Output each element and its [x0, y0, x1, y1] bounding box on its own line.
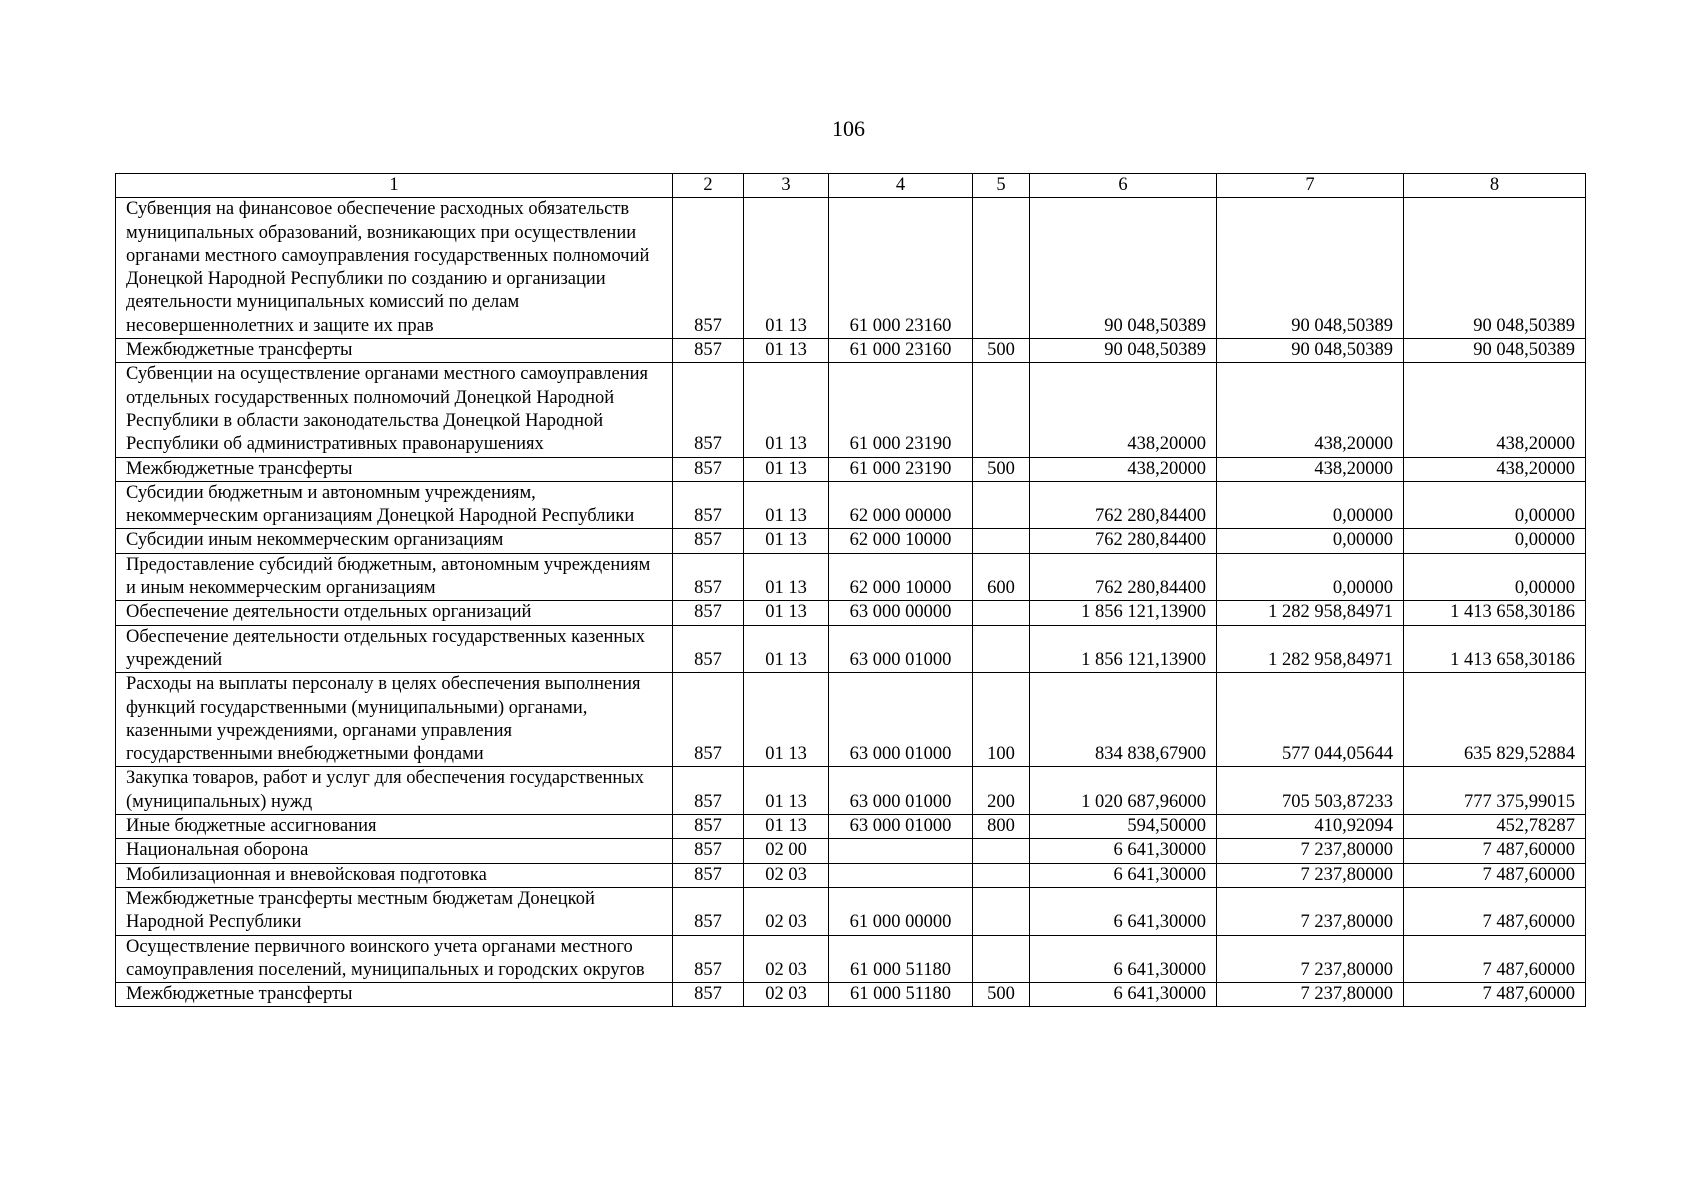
amount-col-6: 1 856 121,13900: [1030, 601, 1217, 625]
section-code: 01 13: [744, 481, 829, 529]
section-code: 01 13: [744, 767, 829, 815]
expense-kind-code: [973, 601, 1030, 625]
expense-kind-code: [973, 625, 1030, 673]
amount-col-7: 0,00000: [1217, 481, 1404, 529]
section-code: 02 00: [744, 839, 829, 863]
ministry-code: 857: [673, 529, 744, 553]
section-code: 01 13: [744, 553, 829, 601]
amount-col-8: 7 487,60000: [1404, 887, 1586, 935]
ministry-code: 857: [673, 935, 744, 983]
target-article-code: 63 000 01000: [829, 767, 973, 815]
section-code: 02 03: [744, 983, 829, 1007]
table-row: [116, 815, 1586, 839]
amount-col-7: 90 048,50389: [1217, 339, 1404, 363]
ministry-code: 857: [673, 983, 744, 1007]
expense-kind-code: [973, 363, 1030, 457]
amount-col-7: 7 237,80000: [1217, 983, 1404, 1007]
row-name: Закупка товаров, работ и услуг для обеспечения государственных (муниципальных) нужд: [116, 767, 673, 815]
expense-kind-code: [973, 935, 1030, 983]
amount-col-6: 762 280,84400: [1030, 529, 1217, 553]
amount-col-6: 1 856 121,13900: [1030, 625, 1217, 673]
row-name: Субвенция на финансовое обеспечение расходных обязательств муниципальных образований, возникающих при осуществлении органами местного самоуправления государственных полномочий Донецкой Народной Республики по созданию и организации деятельности муниципальных комиссий по делам несовершеннолетних и защите их прав: [116, 198, 673, 339]
amount-col-6: 6 641,30000: [1030, 887, 1217, 935]
target-article-code: 63 000 00000: [829, 601, 973, 625]
amount-col-6: 6 641,30000: [1030, 863, 1217, 887]
ministry-code: 857: [673, 839, 744, 863]
amount-col-7: 705 503,87233: [1217, 767, 1404, 815]
target-article-code: 63 000 01000: [829, 673, 973, 767]
amount-col-6: 438,20000: [1030, 363, 1217, 457]
amount-col-7: 1 282 958,84971: [1217, 625, 1404, 673]
row-name: Национальная оборона: [116, 839, 673, 863]
section-code: 01 13: [744, 529, 829, 553]
row-name: Мобилизационная и вневойсковая подготовка: [116, 863, 673, 887]
target-article-code: 62 000 10000: [829, 529, 973, 553]
amount-col-8: 777 375,99015: [1404, 767, 1586, 815]
expense-kind-code: 500: [973, 983, 1030, 1007]
ministry-code: 857: [673, 625, 744, 673]
amount-col-7: 577 044,05644: [1217, 673, 1404, 767]
target-article-code: 63 000 01000: [829, 815, 973, 839]
target-article-code: 61 000 00000: [829, 887, 973, 935]
column-header: 1: [116, 174, 673, 198]
row-name: Субвенции на осуществление органами местного самоуправления отдельных государственных полномочий Донецкой Народной Республики в области законодательства Донецкой Народной Республики об административных правонарушениях: [116, 363, 673, 457]
row-name: Расходы на выплаты персоналу в целях обеспечения выполнения функций государственными (муниципальными) органами, казенными учреждениями, органами управления государственными внебюджетными фондами: [116, 673, 673, 767]
table-body: [116, 198, 1586, 1007]
table-row: [116, 863, 1586, 887]
target-article-code: [829, 839, 973, 863]
ministry-code: 857: [673, 601, 744, 625]
row-name: Межбюджетные трансферты местным бюджетам Донецкой Народной Республики: [116, 887, 673, 935]
target-article-code: 61 000 23190: [829, 363, 973, 457]
section-code: 02 03: [744, 887, 829, 935]
row-name: Обеспечение деятельности отдельных государственных казенных учреждений: [116, 625, 673, 673]
row-name: Субсидии иным некоммерческим организациям: [116, 529, 673, 553]
amount-col-7: 7 237,80000: [1217, 839, 1404, 863]
table-row: [116, 983, 1586, 1007]
amount-col-8: 635 829,52884: [1404, 673, 1586, 767]
section-code: 01 13: [744, 339, 829, 363]
amount-col-6: 6 641,30000: [1030, 983, 1217, 1007]
amount-col-7: 7 237,80000: [1217, 887, 1404, 935]
amount-col-8: 7 487,60000: [1404, 935, 1586, 983]
amount-col-7: 90 048,50389: [1217, 198, 1404, 339]
table-row: [116, 767, 1586, 815]
expense-kind-code: [973, 481, 1030, 529]
amount-col-7: 438,20000: [1217, 363, 1404, 457]
amount-col-8: 1 413 658,30186: [1404, 625, 1586, 673]
table-row: [116, 457, 1586, 481]
ministry-code: 857: [673, 553, 744, 601]
amount-col-6: 594,50000: [1030, 815, 1217, 839]
column-header: 3: [744, 174, 829, 198]
amount-col-6: 90 048,50389: [1030, 339, 1217, 363]
ministry-code: 857: [673, 767, 744, 815]
amount-col-7: 0,00000: [1217, 553, 1404, 601]
row-name: Межбюджетные трансферты: [116, 339, 673, 363]
section-code: 01 13: [744, 198, 829, 339]
section-code: 01 13: [744, 673, 829, 767]
amount-col-7: 438,20000: [1217, 457, 1404, 481]
amount-col-8: 0,00000: [1404, 481, 1586, 529]
ministry-code: 857: [673, 887, 744, 935]
column-header: 6: [1030, 174, 1217, 198]
expense-kind-code: 200: [973, 767, 1030, 815]
amount-col-7: 7 237,80000: [1217, 863, 1404, 887]
table-row: [116, 935, 1586, 983]
table-row: [116, 601, 1586, 625]
table-row: [116, 625, 1586, 673]
table-row: [116, 339, 1586, 363]
table-row: [116, 481, 1586, 529]
amount-col-7: 1 282 958,84971: [1217, 601, 1404, 625]
target-article-code: 62 000 10000: [829, 553, 973, 601]
table-row: [116, 673, 1586, 767]
target-article-code: 61 000 51180: [829, 935, 973, 983]
column-header: 8: [1404, 174, 1586, 198]
amount-col-8: 1 413 658,30186: [1404, 601, 1586, 625]
table-row: [116, 363, 1586, 457]
amount-col-8: 438,20000: [1404, 363, 1586, 457]
section-code: 01 13: [744, 457, 829, 481]
row-name: Обеспечение деятельности отдельных организаций: [116, 601, 673, 625]
column-header: 4: [829, 174, 973, 198]
amount-col-6: 762 280,84400: [1030, 481, 1217, 529]
amount-col-8: 90 048,50389: [1404, 339, 1586, 363]
expense-kind-code: 100: [973, 673, 1030, 767]
amount-col-6: 762 280,84400: [1030, 553, 1217, 601]
target-article-code: 61 000 23190: [829, 457, 973, 481]
row-name: Иные бюджетные ассигнования: [116, 815, 673, 839]
header-row: [116, 174, 1586, 198]
ministry-code: 857: [673, 815, 744, 839]
row-name: Предоставление субсидий бюджетным, автономным учреждениям и иным некоммерческим организациям: [116, 553, 673, 601]
expense-kind-code: [973, 839, 1030, 863]
column-header: 5: [973, 174, 1030, 198]
section-code: 01 13: [744, 601, 829, 625]
amount-col-6: 90 048,50389: [1030, 198, 1217, 339]
amount-col-8: 7 487,60000: [1404, 863, 1586, 887]
ministry-code: 857: [673, 673, 744, 767]
table-row: [116, 529, 1586, 553]
target-article-code: 61 000 51180: [829, 983, 973, 1007]
target-article-code: 61 000 23160: [829, 198, 973, 339]
amount-col-8: 7 487,60000: [1404, 983, 1586, 1007]
expense-kind-code: 500: [973, 339, 1030, 363]
amount-col-7: 410,92094: [1217, 815, 1404, 839]
amount-col-8: 438,20000: [1404, 457, 1586, 481]
amount-col-8: 90 048,50389: [1404, 198, 1586, 339]
amount-col-6: 834 838,67900: [1030, 673, 1217, 767]
amount-col-6: 438,20000: [1030, 457, 1217, 481]
target-article-code: 61 000 23160: [829, 339, 973, 363]
amount-col-6: 6 641,30000: [1030, 935, 1217, 983]
expense-kind-code: 600: [973, 553, 1030, 601]
table-row: [116, 198, 1586, 339]
target-article-code: [829, 863, 973, 887]
amount-col-7: 7 237,80000: [1217, 935, 1404, 983]
expense-kind-code: [973, 887, 1030, 935]
expense-kind-code: 500: [973, 457, 1030, 481]
budget-table: [115, 173, 1586, 1007]
amount-col-8: 0,00000: [1404, 529, 1586, 553]
expense-kind-code: [973, 863, 1030, 887]
expense-kind-code: [973, 198, 1030, 339]
column-header: 2: [673, 174, 744, 198]
amount-col-8: 0,00000: [1404, 553, 1586, 601]
expense-kind-code: 800: [973, 815, 1030, 839]
section-code: 01 13: [744, 815, 829, 839]
amount-col-6: 1 020 687,96000: [1030, 767, 1217, 815]
ministry-code: 857: [673, 863, 744, 887]
ministry-code: 857: [673, 363, 744, 457]
target-article-code: 63 000 01000: [829, 625, 973, 673]
row-name: Межбюджетные трансферты: [116, 457, 673, 481]
amount-col-8: 452,78287: [1404, 815, 1586, 839]
row-name: Межбюджетные трансферты: [116, 983, 673, 1007]
section-code: 01 13: [744, 625, 829, 673]
section-code: 01 13: [744, 363, 829, 457]
page-number: 106: [832, 116, 865, 141]
section-code: 02 03: [744, 863, 829, 887]
table-row: [116, 887, 1586, 935]
ministry-code: 857: [673, 198, 744, 339]
table-row: [116, 839, 1586, 863]
amount-col-8: 7 487,60000: [1404, 839, 1586, 863]
target-article-code: 62 000 00000: [829, 481, 973, 529]
row-name: Осуществление первичного воинского учета органами местного самоуправления поселений, муниципальных и городских округов: [116, 935, 673, 983]
table-row: [116, 553, 1586, 601]
row-name: Субсидии бюджетным и автономным учреждениям, некоммерческим организациям Донецкой Народной Республики: [116, 481, 673, 529]
amount-col-6: 6 641,30000: [1030, 839, 1217, 863]
column-header: 7: [1217, 174, 1404, 198]
ministry-code: 857: [673, 457, 744, 481]
section-code: 02 03: [744, 935, 829, 983]
ministry-code: 857: [673, 481, 744, 529]
ministry-code: 857: [673, 339, 744, 363]
amount-col-7: 0,00000: [1217, 529, 1404, 553]
expense-kind-code: [973, 529, 1030, 553]
